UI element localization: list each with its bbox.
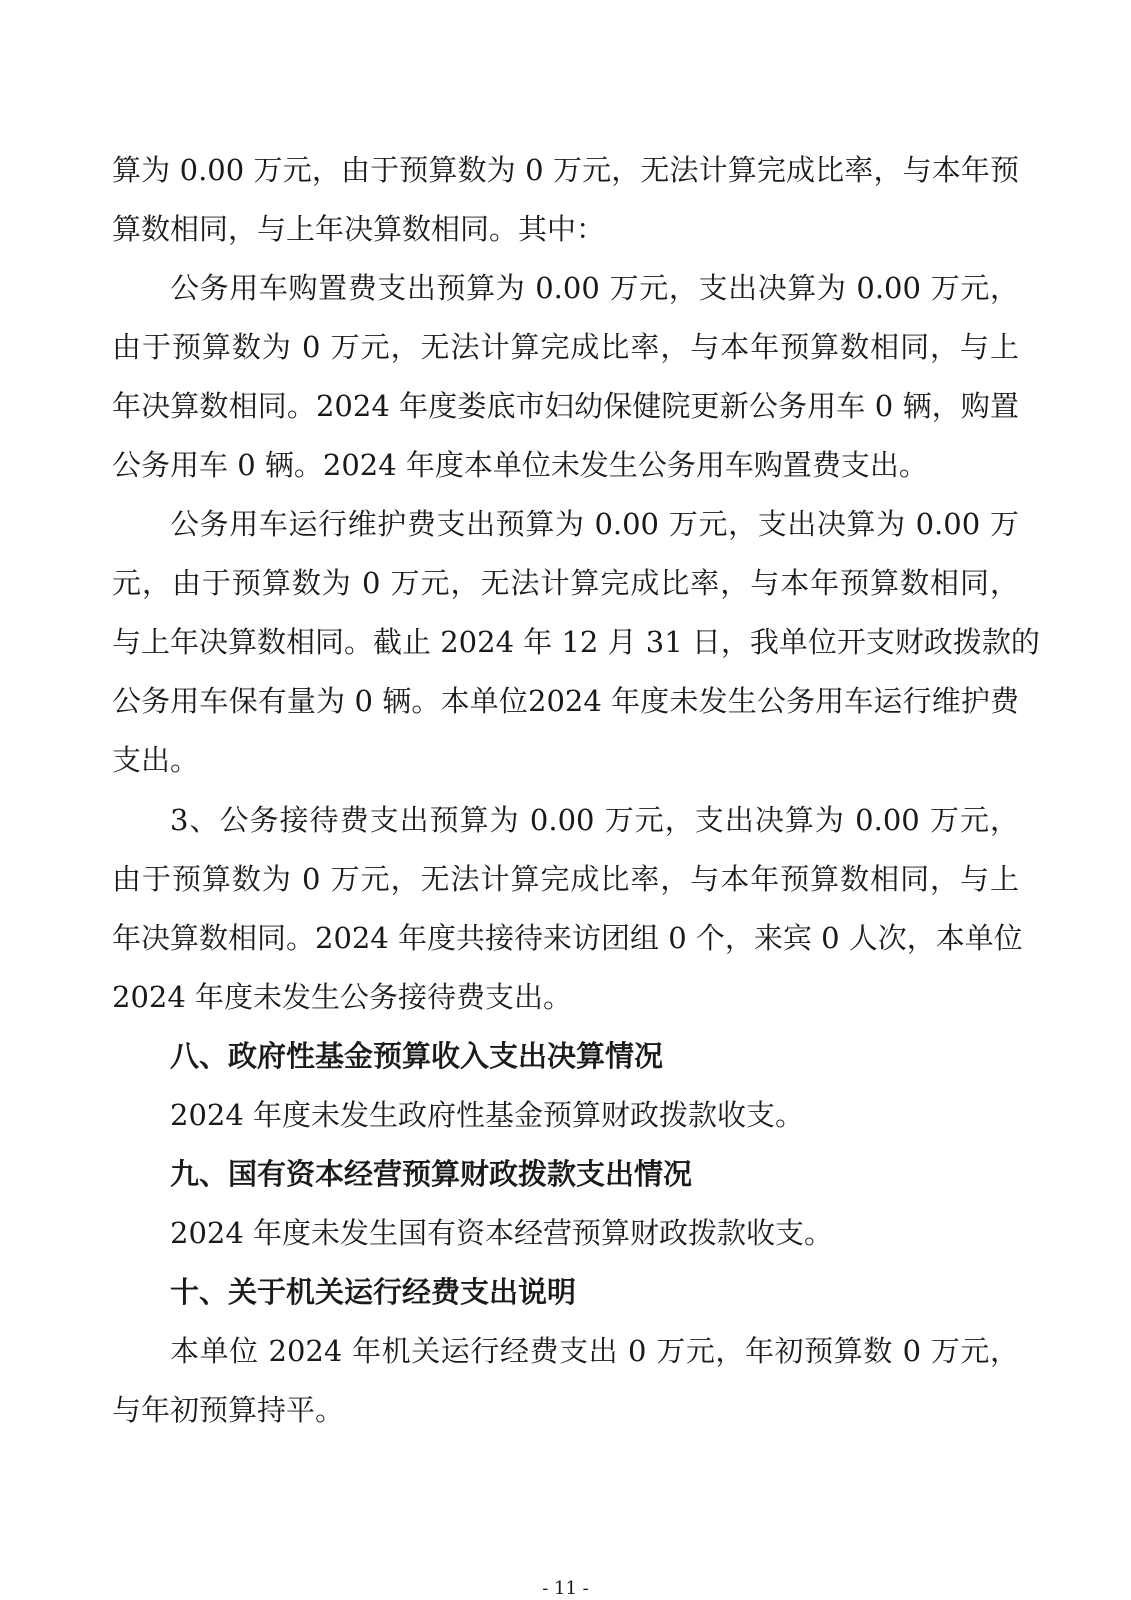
page-number: - 11 - <box>542 1578 589 1599</box>
paragraph-line: 算数相同，与上年决算数相同。其中： <box>112 212 606 246</box>
paragraph-line: 公务用车保有量为 0 辆。本单位2024 年度未发生公务用车运行维护费 <box>112 684 1019 718</box>
paragraph-line: 本单位 2024 年机关运行经费支出 0 万元，年初预算数 0 万元， <box>170 1334 1019 1368</box>
paragraph-line: 公务用车 0 辆。2024 年度本单位未发生公务用车购置费支出。 <box>112 448 928 482</box>
paragraph-line: 2024 年度未发生政府性基金预算财政拨款收支。 <box>170 1098 805 1132</box>
paragraph-line: 由于预算数为 0 万元，无法计算完成比率，与本年预算数相同，与上 <box>112 330 1019 364</box>
paragraph-line: 公务用车购置费支出预算为 0.00 万元，支出决算为 0.00 万元， <box>170 271 1019 305</box>
paragraph-line: 年决算数相同。2024 年度娄底市妇幼保健院更新公务用车 0 辆，购置 <box>112 389 1019 423</box>
section-heading: 十、关于机关运行经费支出说明 <box>170 1275 577 1309</box>
paragraph-line: 2024 年度未发生国有资本经营预算财政拨款收支。 <box>170 1216 834 1250</box>
paragraph-line: 由于预算数为 0 万元，无法计算完成比率，与本年预算数相同，与上 <box>112 862 1019 896</box>
paragraph-line: 元，由于预算数为 0 万元，无法计算完成比率，与本年预算数相同， <box>112 566 1019 600</box>
paragraph-line: 支出。 <box>112 743 200 777</box>
paragraph-line: 与年初预算持平。 <box>112 1393 345 1427</box>
paragraph-line: 3、公务接待费支出预算为 0.00 万元，支出决算为 0.00 万元， <box>170 803 1019 837</box>
paragraph-line: 与上年决算数相同。截止 2024 年 12 月 31 日，我单位开支财政拨款的 <box>112 625 1040 659</box>
paragraph-line: 2024 年度未发生公务接待费支出。 <box>112 980 573 1014</box>
section-heading: 八、政府性基金预算收入支出决算情况 <box>170 1039 664 1073</box>
paragraph-line: 年决算数相同。2024 年度共接待来访团组 0 个，来宾 0 人次，本单位 <box>112 921 1023 955</box>
paragraph-line: 算为 0.00 万元，由于预算数为 0 万元，无法计算完成比率，与本年预 <box>112 153 1019 187</box>
section-heading: 九、国有资本经营预算财政拨款支出情况 <box>170 1157 693 1191</box>
paragraph-line: 公务用车运行维护费支出预算为 0.00 万元，支出决算为 0.00 万 <box>170 507 1019 541</box>
